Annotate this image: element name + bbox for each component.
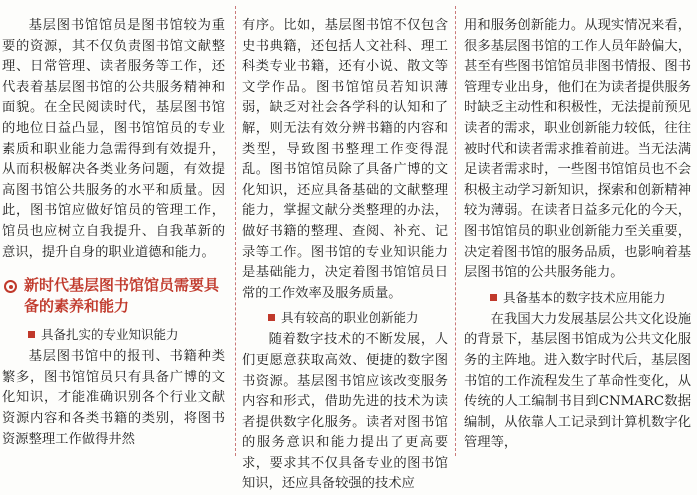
column-3 [458,0,697,456]
body-paragraph: 随着数字技术的不断发展，人们更愿意获取高效、便捷的数字图书资源。基层图书馆应该改变服务内容和形式，借助先进的技术为读者提供数字化服务。读者对图书馆的服务意识和能力提出了更高要求，要求其不仅具备专业的图书馆知识，还应具备较强的技术应 [242,332,448,492]
column-1 [0,0,233,456]
subheading-digital [464,288,691,308]
section-title: 新时代基层图书馆馆员需要具备的素养和能力 [24,276,220,316]
subheading-text: 具备基本的数字技术应用能力 [503,289,666,305]
subheading-knowledge [2,325,225,345]
subheading-innovation [242,308,448,328]
column-2 [238,0,452,492]
body-paragraph: 基层图书馆中的报刊、书籍种类繁多，图书馆馆员只有具备广博的文化知识，才能准确识别各个行业文献资源内容和各类书籍的类别，将图书资源整理工作做得井然 [2,349,225,447]
column-divider [235,6,236,456]
column-divider [455,6,456,456]
body-paragraph: 有序。比如，基层图书馆不仅包含史书典籍，还包括人文社科、理工科类专业书籍，还有小说、散文等文学作品。图书馆馆员若知识薄弱，缺乏对社会各学科的认知和了解，则无法有效分辨书籍的内容和类型，导致图书整理工作变得混乱。图书馆馆员除了具备广博的文化知识，还应具备基础的文献整理能力，掌握文献分类整理的办法，做好书籍的整理、查阅、补充、记录等工作。图书馆的专业知识能力是基础能力，决定着图书馆馆员日常的工作效率及服务质量。 [242,18,448,301]
subheading-text: 具备扎实的专业知识能力 [41,327,179,343]
square-bullet-icon [28,331,35,338]
circle-dot-icon [4,280,17,293]
subheading-text: 具有较高的职业创新能力 [281,310,419,326]
intro-paragraph: 基层图书馆馆员是图书馆较为重要的资源，其不仅负责图书馆文献整理、日常管理、读者服务等工作，还代表着基层图书馆的公共服务精神和面貌。在全民阅读时代，基层图书馆的地位日益凸显，图书馆馆员的专业素质和职业能力急需得到有效提升，从而积极解决各类业务问题，有效提高图书馆公共服务的水平和质量。因此，图书馆应做好馆员的管理工作，馆员也应树立自我提升、自我革新的意识，提升自身的职业道德和能力。 [2,18,225,260]
square-bullet-icon [268,314,275,321]
body-paragraph: 用和服务创新能力。从现实情况来看，很多基层图书馆的工作人员年龄偏大，甚至有些图书馆馆员非图书情报、图书管理专业出身，他们在为读者提供服务时缺乏主动性和积极性，无法提前预见读者的需求，职业创新能力较低，往往被时代和读者需求推着前进。当无法满足读者需求时，一些图书馆馆员也不会积极主动学习新知识，探索和创新精神较为薄弱。在读者日益多元化的今天，图书馆馆员的职业创新能力至关重要，决定着图书馆的服务品质，也影响着基层图书馆的公共服务能力。 [464,18,691,281]
square-bullet-icon [490,294,497,301]
body-paragraph: 在我国大力发展基层公共文化设施的背景下，基层图书馆成为公共文化服务的主阵地。进入数字时代后，基层图书馆的工作流程发生了革命性变化，从传统的人工编制书目到CNMARC数据编制，从依靠人工记录到计算机数字化管理等， [464,311,691,451]
section-heading [2,275,225,317]
